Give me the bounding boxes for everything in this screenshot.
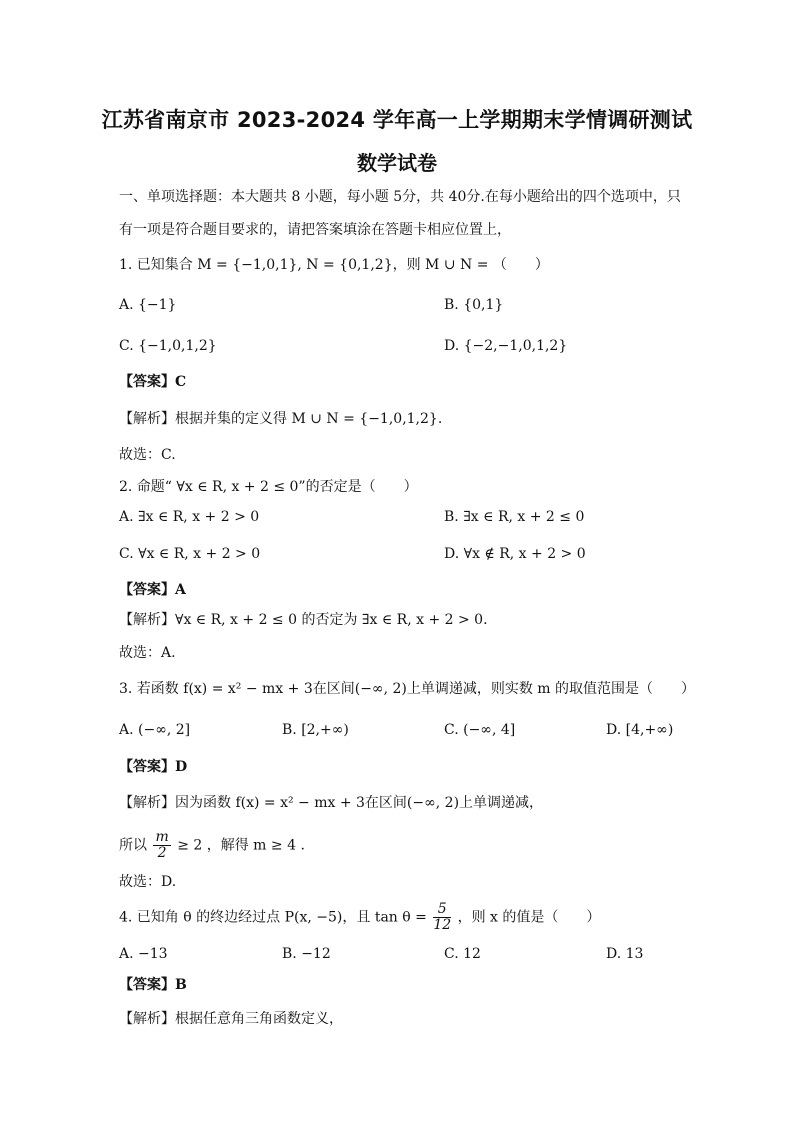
q4-fraction-numerator: 5 [433, 902, 451, 918]
q1-option-d: D. {−2,−1,0,1,2} [444, 338, 568, 354]
q1-answer: 【答案】C [119, 374, 187, 390]
q3-choice: 故选：D. [119, 874, 177, 890]
q4-analysis: 【解析】根据任意角三角函数定义， [119, 1011, 343, 1027]
q3-fraction-denominator: 2 [157, 845, 167, 861]
q2-answer: 【答案】A [119, 582, 186, 598]
q3-option-b: B. [2,+∞) [282, 722, 349, 738]
q3-step-suffix: ≥ 2 ，解得 m ≥ 4 . [177, 837, 305, 854]
q3-stem: 3. 若函数 f(x) = x² − mx + 3在区间(−∞, 2)上单调递减，则实数 m 的取值范围是（ ） [119, 681, 696, 697]
q3-option-c: C. (−∞, 4] [444, 722, 516, 738]
q4-option-b: B. −12 [282, 946, 331, 962]
q4-option-c: C. 12 [444, 946, 481, 962]
q1-option-a: A. {−1} [119, 297, 177, 313]
q3-derivation [119, 830, 305, 861]
q2-stem: 2. 命题“ ∀x ∈ R, x + 2 ≤ 0”的否定是（ ） [119, 479, 418, 495]
q3-option-a: A. (−∞, 2] [119, 722, 191, 738]
q3-option-d: D. [4,+∞) [606, 722, 674, 738]
q3-fraction [153, 830, 170, 861]
section-instructions-line-1: 一、单项选择题：本大题共 8 小题，每小题 5分，共 40分.在每小题给出的四个选项中，只 [119, 189, 681, 205]
q3-analysis: 【解析】因为函数 f(x) = x² − mx + 3在区间(−∞, 2)上单调递减， [119, 795, 544, 811]
q4-answer: 【答案】B [119, 977, 187, 993]
q2-option-a: A. ∃x ∈ R, x + 2 > 0 [119, 509, 260, 525]
q4-option-d: D. 13 [606, 946, 644, 962]
q4-fraction [433, 902, 451, 933]
document-title: 江苏省南京市 2023-2024 学年高一上学期期末学情调研测试 [101, 108, 693, 132]
q3-answer: 【答案】D [119, 759, 188, 775]
q1-option-b: B. {0,1} [444, 297, 504, 313]
q4-stem [119, 902, 600, 933]
q1-option-c: C. {−1,0,1,2} [119, 338, 217, 354]
q4-stem-prefix: 4. 已知角 θ 的终边经过点 P(x, −5)，且 tan θ = [119, 909, 427, 926]
q2-analysis: 【解析】∀x ∈ R, x + 2 ≤ 0 的否定为 ∃x ∈ R, x + 2 > 0. [119, 612, 488, 628]
q3-fraction-numerator: m [155, 829, 169, 845]
q4-fraction-denominator: 12 [433, 917, 452, 933]
q1-choice: 故选：C. [119, 447, 176, 463]
section-instructions-line-2: 有一项是符合题目要求的，请把答案填涂在答题卡相应位置上， [119, 222, 511, 238]
q3-step-prefix: 所以 [119, 837, 147, 854]
q1-stem: 1. 已知集合 M = {−1,0,1}, N = {0,1,2}，则 M ∪ N = （ ） [119, 257, 549, 273]
q2-choice: 故选：A. [119, 645, 176, 661]
q4-option-a: A. −13 [119, 946, 168, 962]
q4-stem-suffix: ，则 x 的值是（ ） [457, 909, 601, 926]
document-subtitle: 数学试卷 [357, 151, 437, 175]
q2-option-d: D. ∀x ∉ R, x + 2 > 0 [444, 546, 586, 562]
q2-option-b: B. ∃x ∈ R, x + 2 ≤ 0 [444, 509, 585, 525]
q1-analysis: 【解析】根据并集的定义得 M ∪ N = {−1,0,1,2}. [119, 411, 443, 427]
q2-option-c: C. ∀x ∈ R, x + 2 > 0 [119, 546, 261, 562]
